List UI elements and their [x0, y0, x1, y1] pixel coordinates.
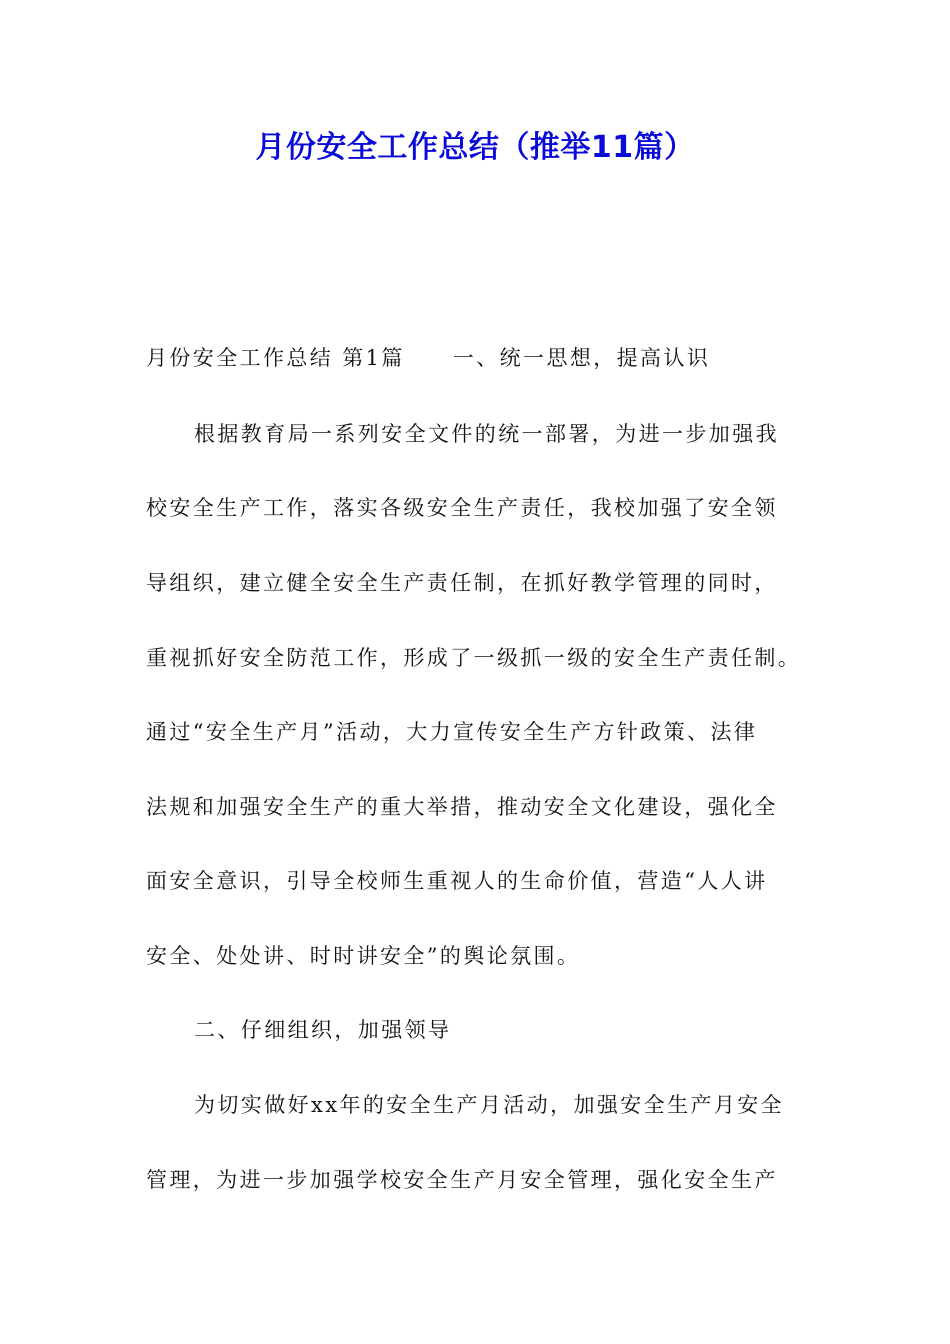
section-1-subheading: 一、统一思想，提高认识: [452, 346, 711, 370]
section-1-heading-line: [146, 343, 816, 373]
section-1-label: 月份安全工作总结 第1篇: [146, 346, 405, 370]
paragraph-1-line: 安全、处处讲、时时讲安全”的舆论氛围。: [146, 944, 581, 968]
paragraph-1-line: 法规和加强安全生产的重大举措，推动安全文化建设，强化全: [146, 795, 778, 819]
paragraph-1-line: 导组织，建立健全安全生产责任制，在抓好教学管理的同时，: [146, 571, 778, 595]
paragraph-1-line: 校安全生产工作，落实各级安全生产责任，我校加强了安全领: [146, 496, 778, 520]
paragraph-1-line: 重视抓好安全防范工作，形成了一级抓一级的安全生产责任制。: [146, 646, 802, 670]
paragraph-1-line: 通过“安全生产月”活动，大力宣传安全生产方针政策、法律: [146, 720, 758, 744]
section-2-heading: 二、仔细组织，加强领导: [194, 1018, 452, 1042]
document-title: 月份安全工作总结（推举11篇）: [255, 130, 695, 165]
paragraph-2-line: 为切实做好xx年的安全生产月活动，加强安全生产月安全: [194, 1093, 785, 1117]
paragraph-2-line: 管理，为进一步加强学校安全生产月安全管理，强化安全生产: [146, 1168, 778, 1192]
paragraph-1-line: 根据教育局一系列安全文件的统一部署，为进一步加强我: [194, 422, 779, 446]
paragraph-1-line: 面安全意识，引导全校师生重视人的生命价值，营造“人人讲: [146, 869, 768, 893]
